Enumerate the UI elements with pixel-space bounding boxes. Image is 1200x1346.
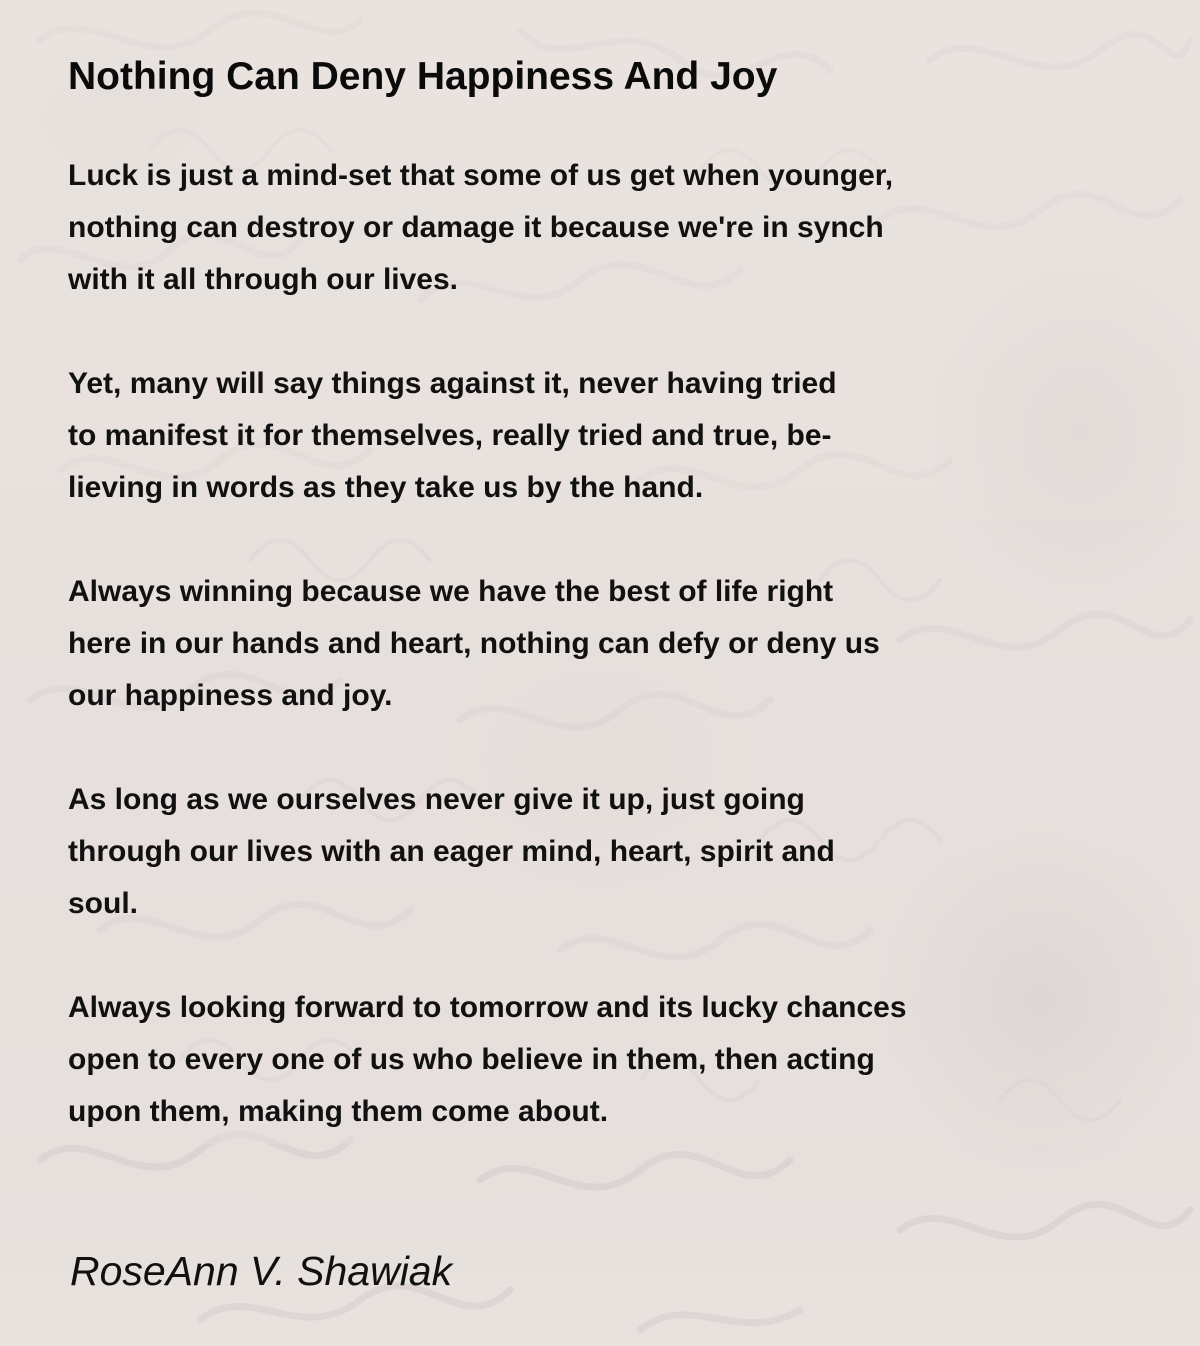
poem-line: Always winning because we have the best of life right [68, 575, 834, 608]
poem-body [68, 150, 1068, 1190]
stanza [68, 150, 1068, 306]
stanza [68, 774, 1068, 930]
poem-line: upon them, making them come about. [68, 1095, 609, 1128]
poem-line: Always looking forward to tomorrow and its lucky chances [68, 991, 907, 1024]
poem-line: with it all through our lives. [68, 263, 459, 296]
poem-line: our happiness and joy. [68, 679, 393, 712]
stanza [68, 566, 1068, 722]
poem-line: lieving in words as they take us by the hand. [68, 471, 704, 504]
poem-author: RoseAnn V. Shawiak [70, 1248, 453, 1294]
poem-line: soul. [68, 887, 139, 920]
poem-line: open to every one of us who believe in them, then acting [68, 1043, 875, 1076]
poem-line: through our lives with an eager mind, heart, spirit and [68, 835, 835, 868]
stanza [68, 358, 1068, 514]
poem-line: to manifest it for themselves, really tried and true, be- [68, 419, 832, 452]
poem-line: nothing can destroy or damage it because we're in synch [68, 211, 884, 244]
poem-line: Yet, many will say things against it, never having tried [68, 367, 837, 400]
poem-line: Luck is just a mind-set that some of us get when younger, [68, 159, 894, 192]
poem-line: As long as we ourselves never give it up, just going [68, 783, 805, 816]
poem-line: here in our hands and heart, nothing can defy or deny us [68, 627, 880, 660]
stanza [68, 982, 1068, 1138]
poem-title: Nothing Can Deny Happiness And Joy [68, 55, 778, 98]
